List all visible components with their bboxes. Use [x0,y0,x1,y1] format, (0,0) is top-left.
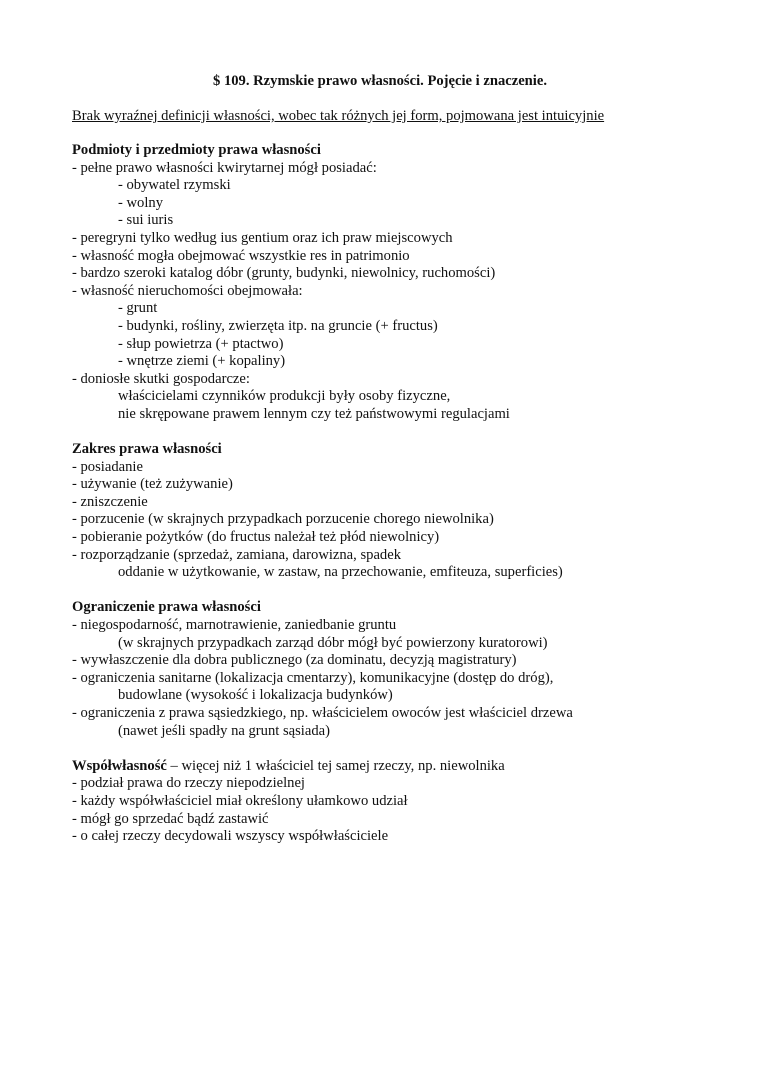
list-item: budowlane (wysokość i lokalizacja budynków) [118,687,393,704]
section-heading-wspolwlasnosc-line [72,758,712,776]
list-item: (nawet jeśli spadły na grunt sąsiada) [118,722,330,739]
list-item: - bardzo szeroki katalog dóbr (grunty, budynki, niewolnicy, ruchomości) [72,265,496,282]
list-item: - pobieranie pożytków (do fructus należał też płód niewolnicy) [72,529,440,546]
list-item: - posiadanie [72,458,143,475]
list-item: - sui iuris [118,212,174,229]
list-item: - rozporządzanie (sprzedaż, zamiana, darowizna, spadek [72,546,401,563]
list-item: - wolny [118,194,163,211]
list-item: - obywatel rzymski [118,177,231,194]
list-item: - własność mogła obejmować wszystkie res in patrimonio [72,247,410,264]
list-item: oddanie w użytkowanie, w zastaw, na przechowanie, emfiteuza, superficies) [118,564,563,581]
page-title: $ 109. Rzymskie prawo własności. Pojęcie i znaczenie. [213,73,547,89]
section-spacer [72,424,712,442]
list-item: - używanie (też zużywanie) [72,476,233,493]
section-heading-definition: – więcej niż 1 właściciel tej samej rzeczy, np. niewolnika [166,757,505,774]
section-spacer [72,582,712,600]
list-item: - grunt [118,300,158,317]
list-item: - niegospodarność, marnotrawienie, zaniedbanie gruntu [72,617,397,634]
list-item: - o całej rzeczy decydowali wszyscy współwłaściciele [72,828,389,845]
document-body [72,142,712,846]
section-spacer [72,740,712,758]
list-item: - słup powietrza (+ ptactwo) [118,335,284,352]
list-item: - doniosłe skutki gospodarcze: [72,370,250,387]
list-item: - ograniczenia sanitarne (lokalizacja cmentarzy), komunikacyjne (dostęp do dróg), [72,669,554,686]
list-item: - budynki, rośliny, zwierzęta itp. na gruncie (+ fructus) [118,317,438,334]
list-item: właścicielami czynników produkcji były osoby fizyczne, [118,388,451,405]
list-item: - zniszczenie [72,493,148,510]
section-heading-zakres: Zakres prawa własności [72,441,222,458]
list-item: - porzucenie (w skrajnych przypadkach porzucenie chorego niewolnika) [72,511,494,528]
list-item: - ograniczenia z prawa sąsiedzkiego, np. właścicielem owoców jest właściciel drzewa [72,705,573,721]
list-item: nie skrępowane prawem lennym czy też państwowymi regulacjami [118,405,510,422]
list-item: - własność nieruchomości obejmowała: [72,282,303,299]
list-item: - wywłaszczenie dla dobra publicznego (za dominatu, decyzją magistratury) [72,652,517,669]
list-item: (w skrajnych przypadkach zarząd dóbr mógł być powierzony kuratorowi) [118,634,548,651]
list-item: - pełne prawo własności kwirytarnej mógł posiadać: [72,159,377,176]
intro-line: Brak wyraźnej definicji własności, wobec tak różnych jej form, pojmowana jest intuicyjnie [72,108,605,124]
list-item: - każdy współwłaściciel miał określony ułamkowo udział [72,792,408,809]
list-item: - wnętrze ziemi (+ kopaliny) [118,353,286,370]
list-item: - podział prawa do rzeczy niepodzielnej [72,775,305,792]
section-heading-ograniczenie: Ograniczenie prawa własności [72,599,261,616]
list-item: - peregryni tylko według ius gentium oraz ich praw miejscowych [72,229,453,246]
section-heading-podmioty: Podmioty i przedmioty prawa własności [72,142,321,158]
section-heading-wspolwlasnosc: Współwłasność [72,757,167,774]
list-item: - mógł go sprzedać bądź zastawić [72,810,269,827]
